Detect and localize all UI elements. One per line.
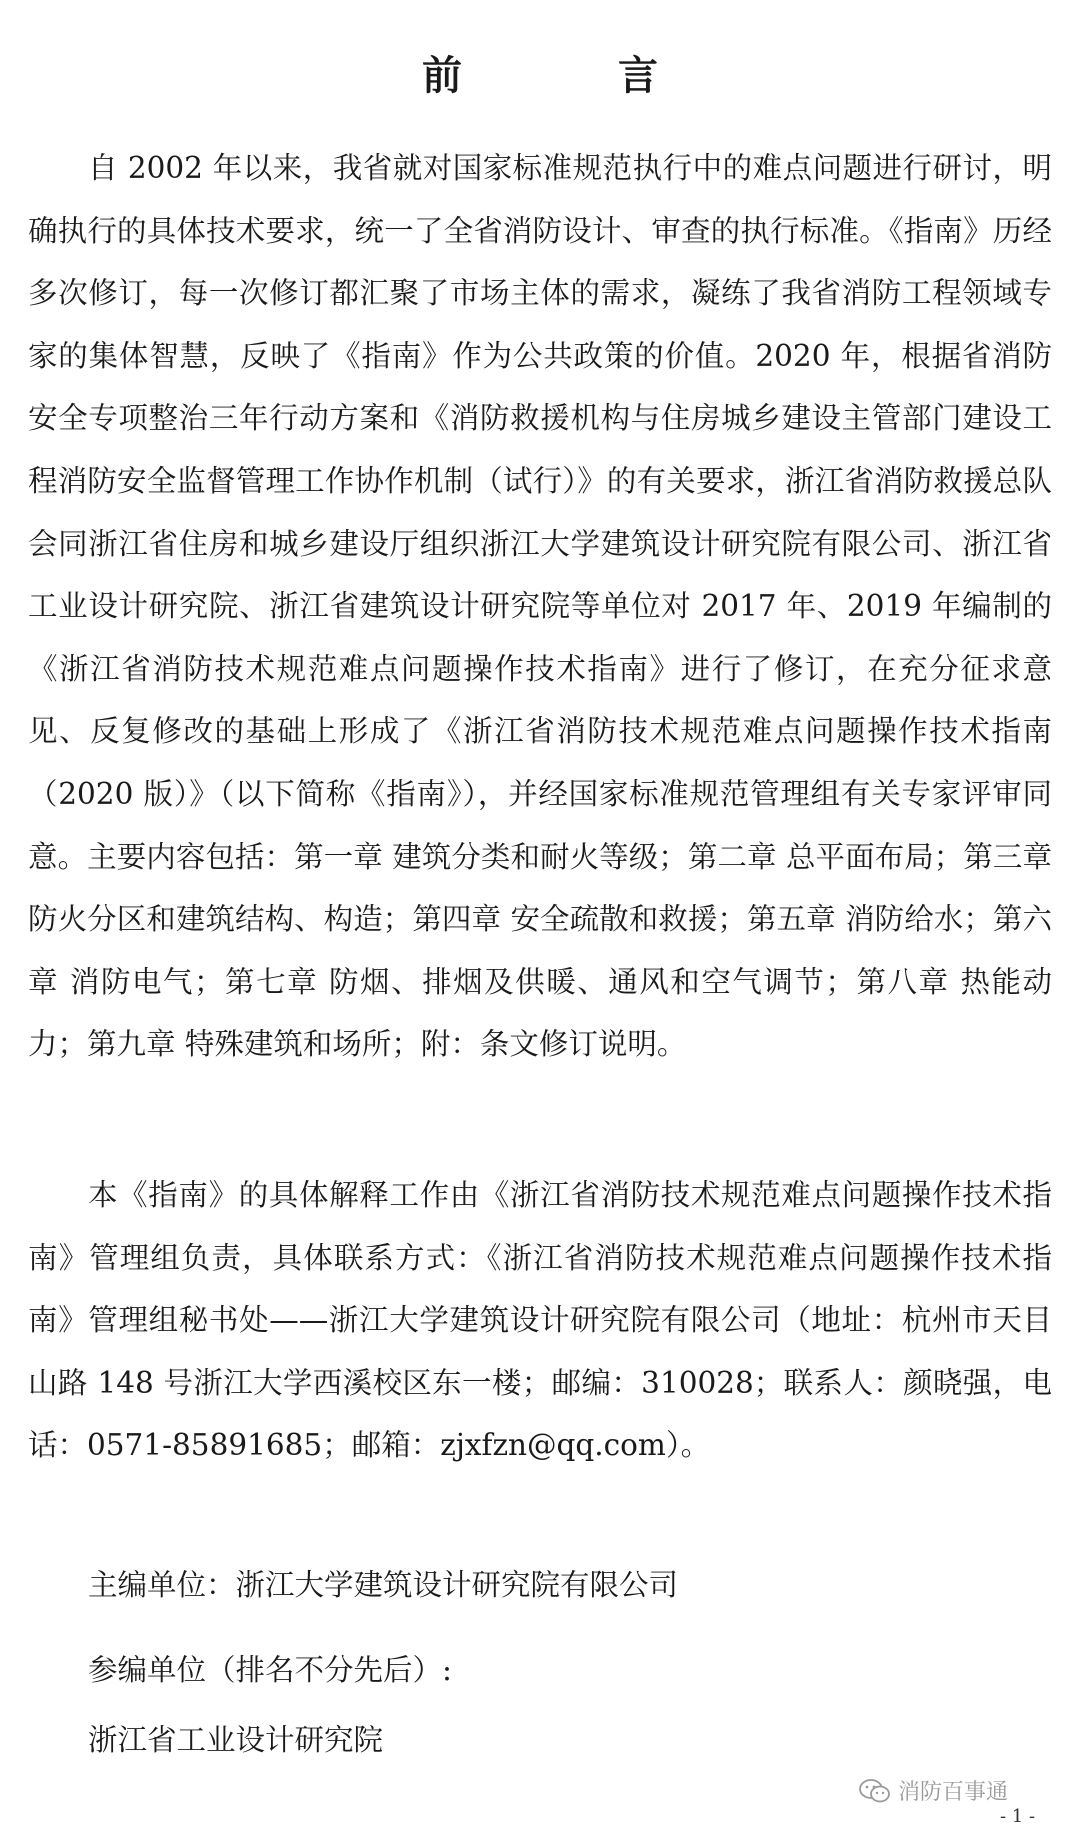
wechat-icon — [858, 1778, 892, 1804]
page-number: - 1 - — [1000, 1806, 1036, 1827]
editor-unit-line: 主编单位：浙江大学建筑设计研究院有限公司 — [88, 1568, 679, 1602]
page-title: 前 言 — [422, 52, 716, 99]
watermark — [858, 1775, 1008, 1806]
co-editor-item: 浙江省工业设计研究院 — [88, 1723, 384, 1757]
body-paragraph-2: 本《指南》的具体解释工作由《浙江省消防技术规范难点问题操作技术指南》管理组负责，具体联系方式：《浙江省消防技术规范难点问题操作技术指南》管理组秘书处——浙江大学建筑设计研究院有限公司（地址：杭州市天目山路 148 号浙江大学西溪校区东一楼；邮编：310028；联系人：颜晓强，电话：0571-85891685；邮箱：zjxfzn@qq.com）。 — [28, 1178, 1052, 1463]
watermark-text: 消防百事通 — [898, 1780, 1009, 1805]
co-editor-heading: 参编单位（排名不分先后）: — [88, 1653, 452, 1687]
body-paragraph-1: 自 2002 年以来，我省就对国家标准规范执行中的难点问题进行研讨，明确执行的具体技术要求，统一了全省消防设计、审查的执行标准。《指南》历经多次修订，每一次修订都汇聚了市场主体的需求，凝练了我省消防工程领域专家的集体智慧，反映了《指南》作为公共政策的价值。2020 年，根据省消防安全专项整治三年行动方案和《消防救援机构与住房城乡建设主管部门建设工程消防安全监督管理工作协作机制（试行）》的有关要求，浙江省消防救援总队会同浙江省住房和城乡建设厅组织浙江大学建筑设计研究院有限公司、浙江省工业设计研究院、浙江省建筑设计研究院等单位对 2017 年、2019 年编制的《浙江省消防技术规范难点问题操作技术指南》进行了修订，在充分征求意见、反复修改的基础上形成了《浙江省消防技术规范难点问题操作技术指南（2020 版）》（以下简称《指南》），并经国家标准规范管理组有关专家评审同意。主要内容包括：第一章 建筑分类和耐火等级；第二章 总平面布局；第三章 防火分区和建筑结构、构造；第四章 安全疏散和救援；第五章 消防给水；第六章 消防电气；第七章 防烟、排烟及供暖、通风和空气调节；第八章 热能动力；第九章 特殊建筑和场所；附：条文修订说明。 — [28, 151, 1052, 1062]
